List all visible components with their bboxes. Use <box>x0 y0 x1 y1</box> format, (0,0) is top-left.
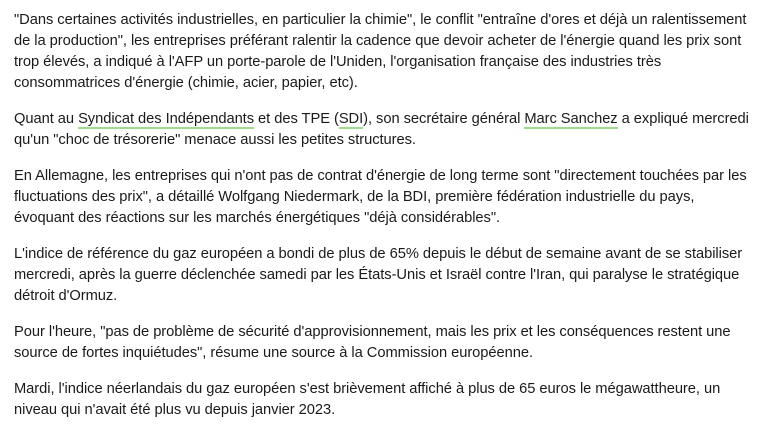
article-paragraph <box>14 10 754 94</box>
article-text: Quant au <box>14 111 79 128</box>
article-text: ), son secrétaire général <box>363 111 525 128</box>
article-paragraph <box>14 322 754 364</box>
article-text: et des TPE ( <box>254 111 339 128</box>
article-text: L'indice de référence du gaz européen a bondi de plus de 65% depuis le début de semaine avant de se stabiliser mercredi, après la guerre déclenchée samedi par les États-Unis et Israël contre l'Iran, qui paralyse le stratégique détroit d'Ormuz. <box>14 246 743 305</box>
article-link[interactable]: Syndicat des Indépendants <box>78 111 255 128</box>
article-text: Mardi, l'indice néerlandais du gaz européen s'est brièvement affiché à plus de 65 euros le mégawattheure, un niveau qui n'avait été plus vu depuis janvier 2023. <box>14 381 721 419</box>
article-paragraph <box>14 244 754 307</box>
article-text: a expliqué mercredi qu'un "choc de trésorerie" menace aussi les petites structures. <box>14 111 749 149</box>
article-link[interactable]: SDI <box>338 111 364 128</box>
article-text: "Dans certaines activités industrielles, en particulier la chimie", le conflit "entraîne d'ores et déjà un ralentissement de la production", les entreprises préférant ralentir la cadence que devoir acheter de l'énergie quand les prix sont trop élevés, a indiqué à l'AFP un porte-parole de l'Uniden, l'organisation française des industries très consommatrices d'énergie (chimie, acier, papier, etc). <box>14 12 747 92</box>
article-text: Pour l'heure, "pas de problème de sécurité d'approvisionnement, mais les prix et les conséquences restent une source de fortes inquiétudes", résume une source à la Commission européenne. <box>14 324 731 362</box>
article-link[interactable]: Marc Sanchez <box>524 111 618 128</box>
article-paragraph <box>14 109 754 151</box>
article-paragraph <box>14 379 754 421</box>
article-paragraph <box>14 166 754 229</box>
article-text: En Allemagne, les entreprises qui n'ont pas de contrat d'énergie de long terme sont "directement touchées par les fluctuations des prix", a détaillé Wolfgang Niedermark, de la BDI, première fédération industrielle du pays, évoquant des réactions sur les marchés énergétiques "déjà considérables". <box>14 168 747 227</box>
